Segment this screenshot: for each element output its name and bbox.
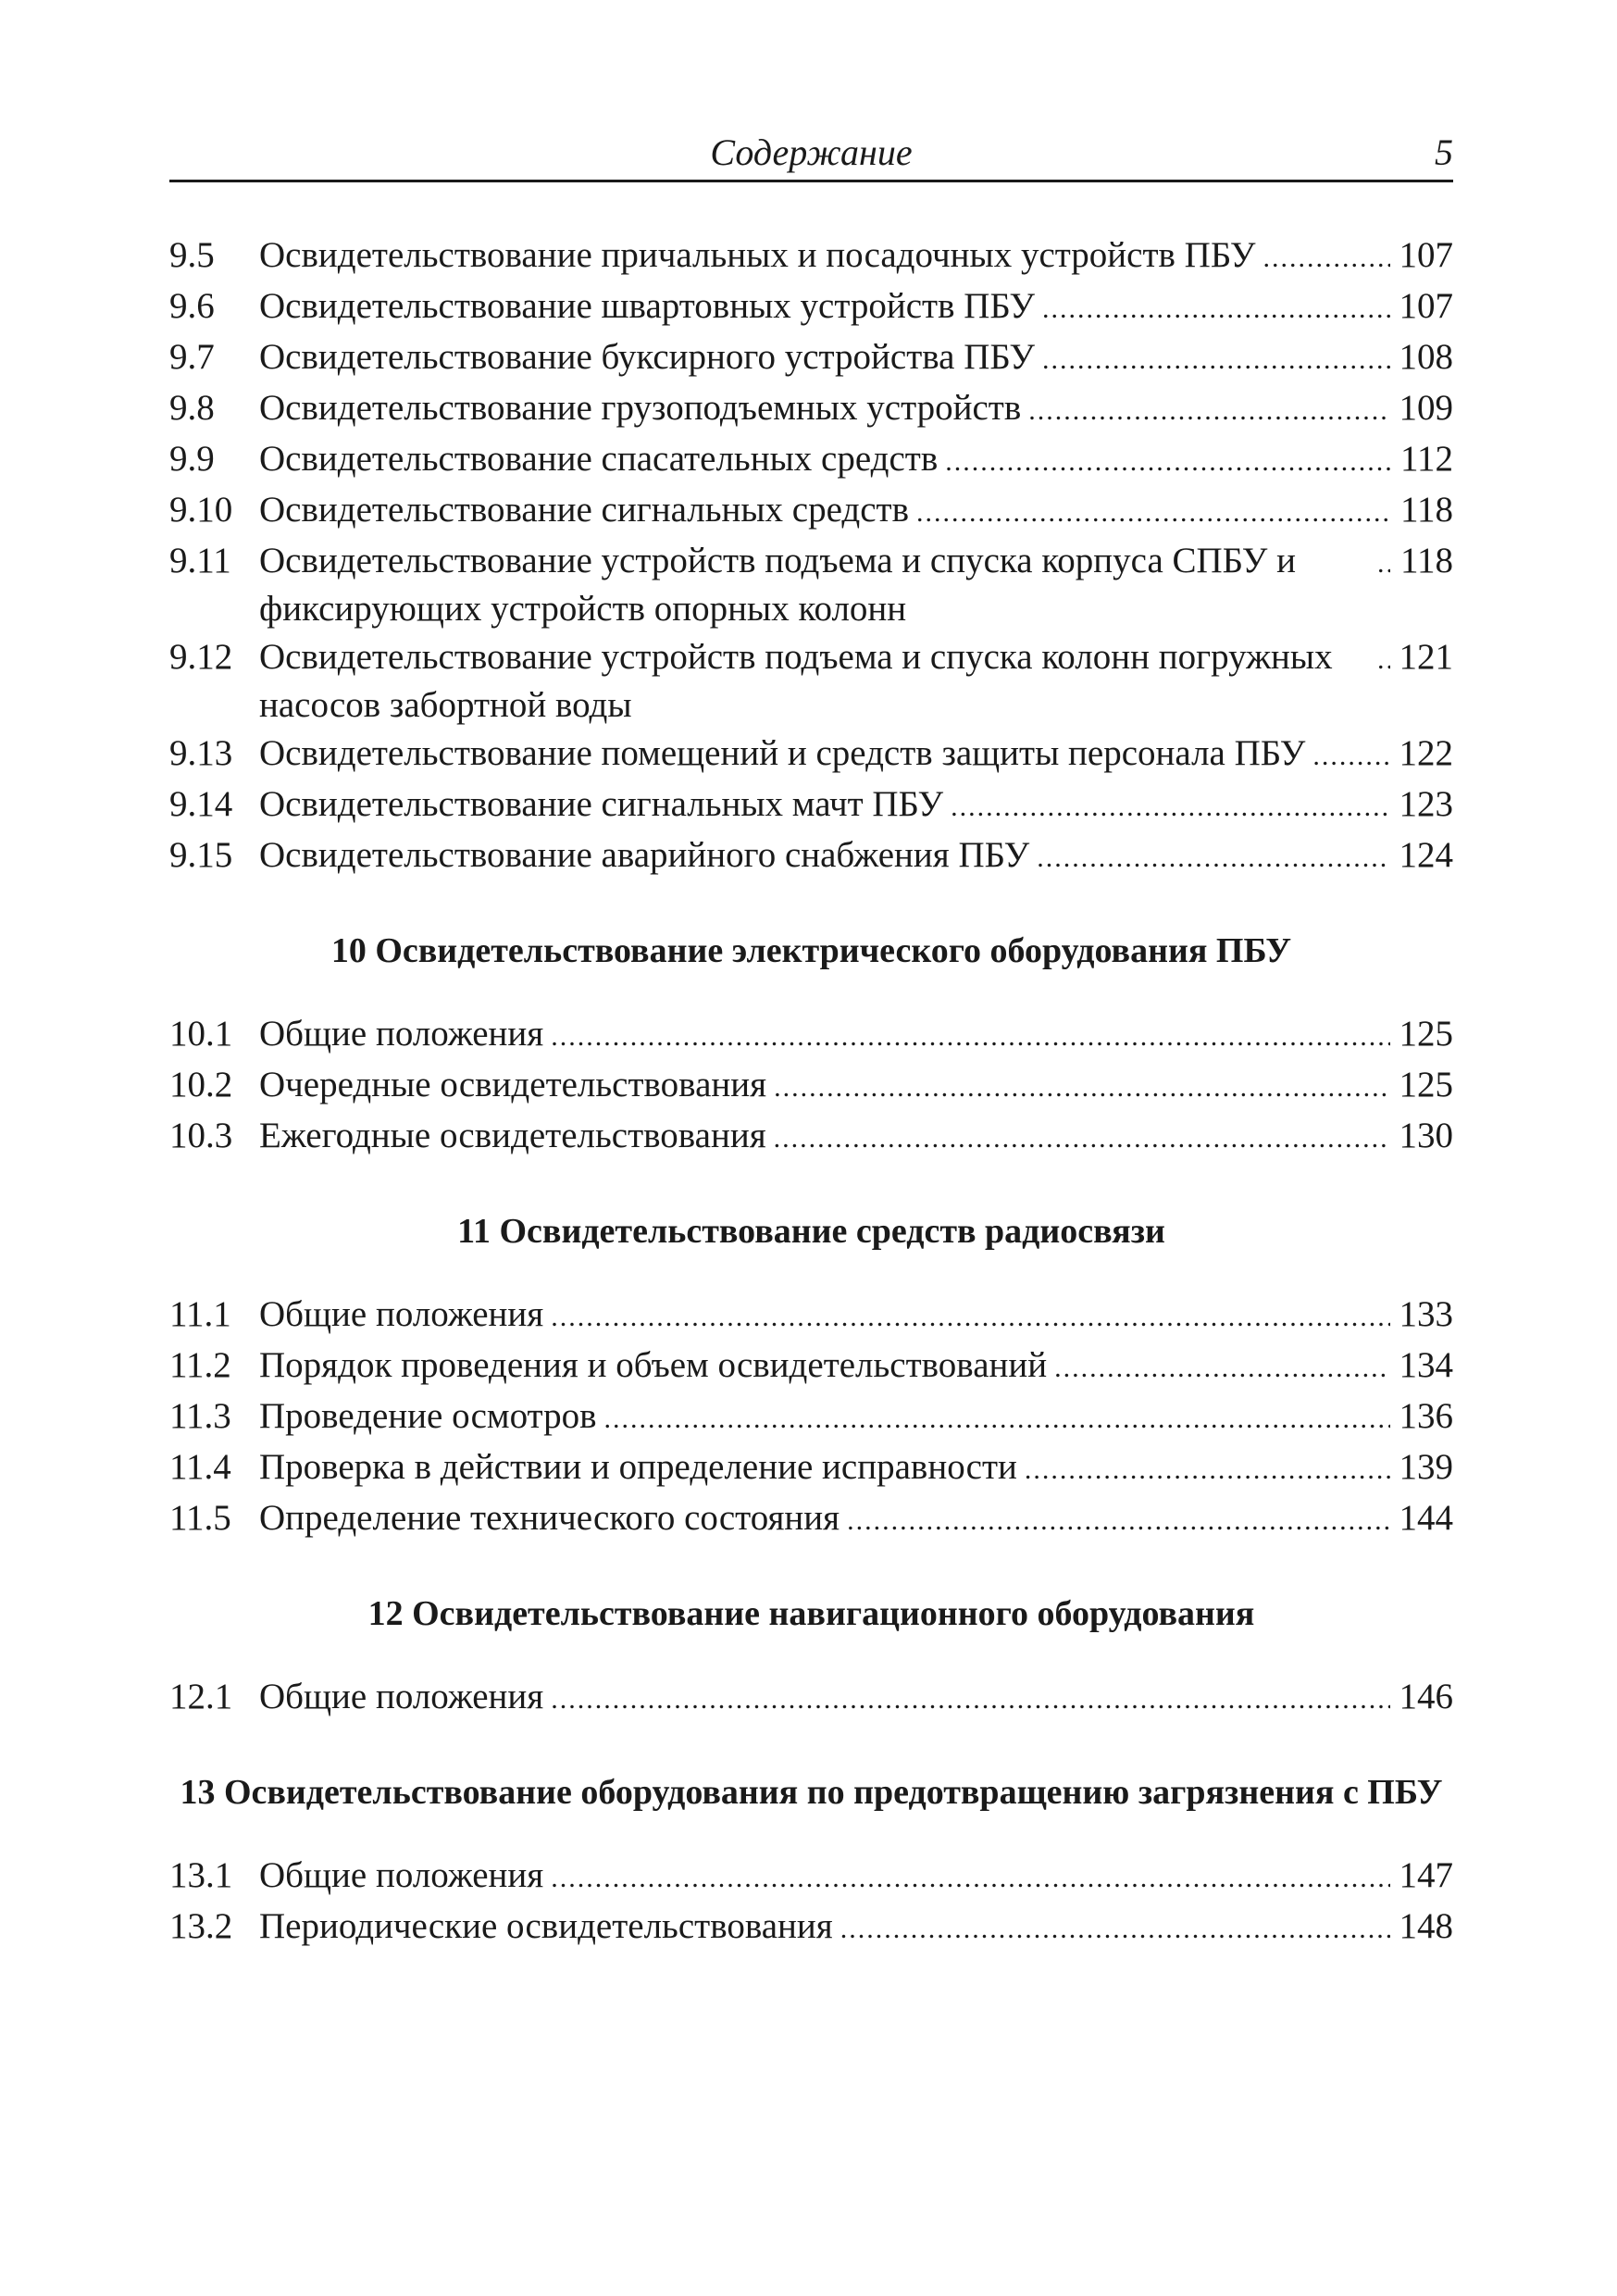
entry-title: Освидетельствование спасательных средств [259,439,939,479]
chapter-heading: 11 Освидетельствование средств радиосвязи [457,1212,1165,1251]
entry-number: 11.1 [169,1294,231,1334]
toc-entry [169,231,1453,282]
entry-page-number: 133 [1399,1294,1453,1334]
chapter-heading: 13 Освидетельствование оборудования по предотвращению загрязнения с ПБУ [180,1773,1443,1812]
entry-title: Определение технического состояния [259,1498,840,1538]
entry-number: 10.3 [169,1116,233,1155]
dot-leader [1054,1344,1390,1392]
toc-entry [169,1291,1453,1341]
entry-title: Проверка в действии и определение исправности [259,1447,1017,1487]
toc-section [169,1207,1453,1545]
dot-leader [603,1395,1390,1443]
entry-title: Освидетельствование аварийного снабжения ПБУ [259,835,1030,875]
entry-page-number: 139 [1399,1447,1453,1487]
toc-entry [169,730,1453,780]
dot-leader [840,1905,1390,1953]
dot-leader [916,489,1390,537]
entry-line [259,384,1453,435]
toc-entry [169,486,1453,537]
entry-line [259,333,1453,384]
entry-page-number: 121 [1399,637,1453,677]
dot-leader [1042,336,1390,384]
entry-title: Периодические освидетельствования [259,1906,833,1946]
entry-number: 12.1 [169,1677,233,1716]
entry-line [259,537,1453,633]
entry-number: 9.9 [169,439,215,479]
toc-entry [169,1010,1453,1061]
dot-leader [551,1854,1390,1903]
toc-entry [169,384,1453,435]
entry-page-number: 136 [1399,1396,1453,1436]
toc-entry [169,1443,1453,1494]
entry-page-number: 146 [1399,1677,1453,1716]
entry-line [259,633,1453,730]
toc-entry [169,435,1453,486]
entry-page-number: 122 [1399,733,1453,773]
entry-line [259,1494,1453,1545]
entry-line [259,1010,1453,1061]
chapter-heading: 12 Освидетельствование навигационного оборудования [367,1594,1255,1633]
entry-number: 10.2 [169,1065,233,1104]
entry-page-number: 125 [1399,1065,1453,1104]
entry-number: 9.5 [169,235,215,275]
entry-title: Общие положения [259,1677,544,1716]
entry-page-number: 130 [1399,1116,1453,1155]
entry-number: 9.11 [169,541,231,580]
dot-leader [951,783,1390,831]
entry-title: Освидетельствование устройств подъема и спуска корпуса СПБУ и фиксирующих устройств опорных колонн [259,541,1296,629]
entry-line [259,1112,1453,1163]
entry-line [259,282,1453,333]
dot-leader [551,1293,1390,1341]
toc-entry [169,1494,1453,1545]
entry-line [259,1673,1453,1724]
entry-page-number: 107 [1399,286,1453,326]
table-of-contents [169,231,1453,1953]
toc-entry [169,1673,1453,1724]
entry-title: Освидетельствование устройств подъема и спуска колонн погружных насосов забортной воды [259,637,1333,725]
dot-leader [945,438,1390,486]
toc-entry [169,1112,1453,1163]
dot-leader [1312,732,1390,780]
dot-leader [551,1013,1390,1061]
entry-title: Освидетельствование помещений и средств защиты персонала ПБУ [259,733,1306,773]
dot-leader [1377,540,1390,588]
entry-number: 11.4 [169,1447,231,1487]
dot-leader [1037,834,1390,882]
entry-number: 11.5 [169,1498,231,1538]
running-header [169,130,1453,182]
entry-line [259,435,1453,486]
entry-number: 9.7 [169,337,215,377]
entry-page-number: 118 [1399,490,1453,530]
dot-leader [774,1064,1390,1112]
entry-page-number: 124 [1399,835,1453,875]
entry-title: Очередные освидетельствования [259,1065,767,1104]
entry-title: Общие положения [259,1294,544,1334]
toc-entry [169,282,1453,333]
entry-line [259,1903,1453,1953]
entry-title: Освидетельствование грузоподъемных устройств [259,388,1022,428]
dot-leader [1377,636,1390,684]
entry-line [259,486,1453,537]
page-number: 5 [1435,131,1453,173]
entry-page-number: 125 [1399,1014,1453,1054]
toc-entry [169,1852,1453,1903]
entry-page-number: 112 [1399,439,1453,479]
entry-line [259,1852,1453,1903]
entry-number: 11.2 [169,1345,231,1385]
toc-entry [169,831,1453,882]
entry-page-number: 147 [1399,1855,1453,1895]
toc-section [169,1768,1453,1953]
dot-leader [1263,234,1390,282]
chapter-heading: 10 Освидетельствование электрического оборудования ПБУ [330,931,1292,970]
dot-leader [847,1497,1390,1545]
entry-line [259,831,1453,882]
entry-line [259,1291,1453,1341]
entry-line [259,1061,1453,1112]
entry-title: Общие положения [259,1855,544,1895]
entry-page-number: 107 [1399,235,1453,275]
dot-leader [1042,285,1390,333]
entry-line [259,1443,1453,1494]
entry-page-number: 148 [1399,1906,1453,1946]
toc-entry [169,1341,1453,1392]
dot-leader [1025,1446,1390,1494]
entry-title: Проведение осмотров [259,1396,597,1436]
entry-title: Ежегодные освидетельствования [259,1116,766,1155]
entry-page-number: 134 [1399,1345,1453,1385]
entry-number: 9.12 [169,637,233,677]
toc-entry [169,1392,1453,1443]
entry-line [259,231,1453,282]
toc-entry [169,1061,1453,1112]
entry-title: Освидетельствование швартовных устройств ПБУ [259,286,1036,326]
entry-line [259,730,1453,780]
entry-line [259,780,1453,831]
entry-page-number: 144 [1399,1498,1453,1538]
entry-number: 10.1 [169,1014,233,1054]
toc-entry [169,537,1453,633]
toc-section [169,231,1453,882]
header-title: Содержание [710,131,913,173]
entry-page-number: 123 [1399,784,1453,824]
toc-entry [169,633,1453,730]
entry-number: 11.3 [169,1396,231,1436]
entry-title: Освидетельствование сигнальных мачт ПБУ [259,784,944,824]
entry-number: 9.10 [169,490,233,530]
toc-entry [169,333,1453,384]
toc-section [169,1590,1453,1724]
entry-number: 13.2 [169,1906,233,1946]
entry-title: Порядок проведения и объем освидетельствований [259,1345,1048,1385]
entry-number: 9.6 [169,286,215,326]
toc-entry [169,1903,1453,1953]
entry-page-number: 108 [1399,337,1453,377]
dot-leader [774,1115,1390,1163]
entry-number: 9.14 [169,784,233,824]
entry-number: 9.8 [169,388,215,428]
entry-title: Общие положения [259,1014,544,1054]
entry-line [259,1341,1453,1392]
entry-title: Освидетельствование причальных и посадочных устройств ПБУ [259,235,1256,275]
entry-number: 9.13 [169,733,233,773]
entry-number: 13.1 [169,1855,233,1895]
entry-title: Освидетельствование буксирного устройства ПБУ [259,337,1036,377]
entry-title: Освидетельствование сигнальных средств [259,490,910,530]
toc-entry [169,780,1453,831]
dot-leader [551,1676,1390,1724]
dot-leader [1028,387,1390,435]
entry-page-number: 109 [1399,388,1453,428]
entry-number: 9.15 [169,835,233,875]
entry-page-number: 118 [1399,541,1453,580]
entry-line [259,1392,1453,1443]
toc-section [169,927,1453,1163]
